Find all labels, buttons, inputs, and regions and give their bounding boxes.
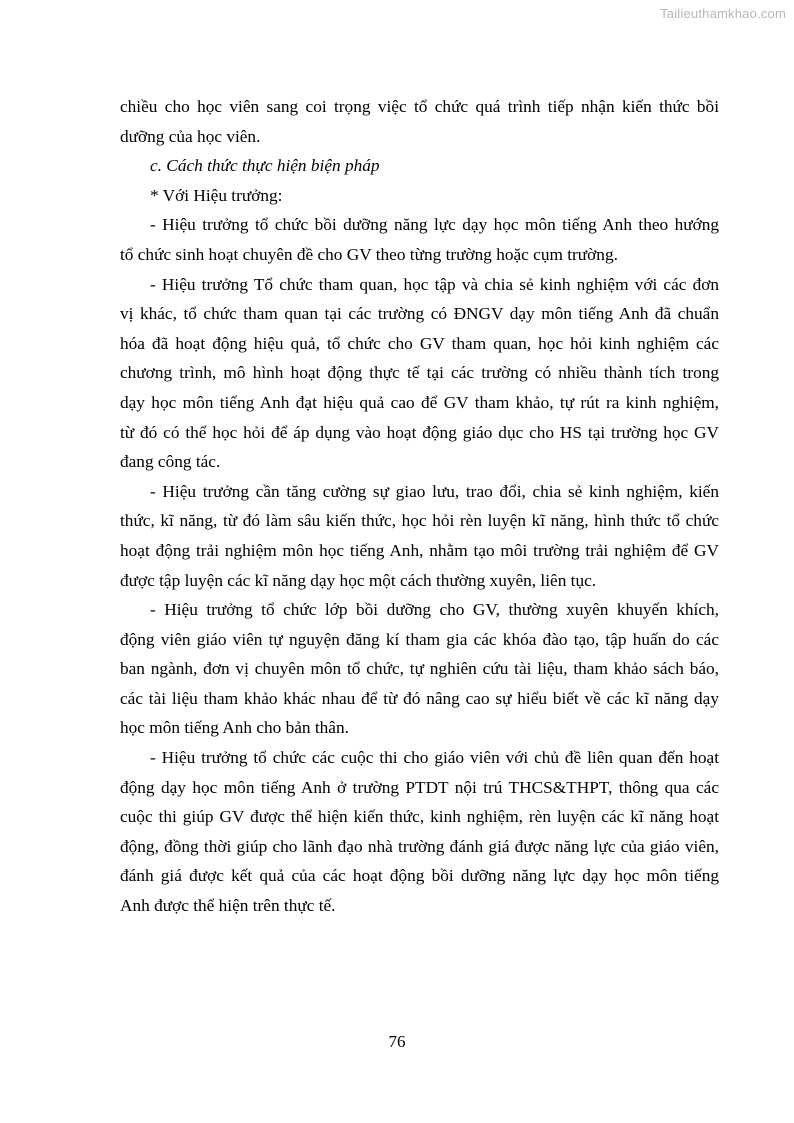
text-line: - Hiệu trưởng cần tăng cường sự giao lưu, trao đổi, chia sẻ kinh nghiệm, kiến <box>150 481 719 501</box>
paragraph <box>120 270 719 477</box>
text-line: hóa đã hoạt động hiệu quả, tổ chức cho GV tham quan, học hỏi kinh nghiệm các <box>120 333 719 353</box>
text-line: chương trình, mô hình hoạt động thực tế tại các trường có nhiều thành tích trong <box>120 363 719 383</box>
paragraph <box>120 151 719 181</box>
text-line: tổ chức sinh hoạt chuyên đề cho GV theo từng trường hoặc cụm trường. <box>120 244 618 264</box>
paragraph <box>120 92 719 151</box>
page-number: 76 <box>388 1032 406 1051</box>
text-line: động, đồng thời giúp cho lãnh đạo nhà trường đánh giá được năng lực của giáo viên, <box>120 836 719 856</box>
text-line: - Hiệu trưởng Tổ chức tham quan, học tập và chia sẻ kinh nghiệm với các đơn <box>150 274 719 294</box>
text-line: đang công tác. <box>120 452 221 472</box>
paragraph <box>120 743 719 921</box>
text-line: học môn tiếng Anh cho bản thân. <box>120 718 349 738</box>
text-line: thức, kĩ năng, từ đó làm sâu kiến thức, học hỏi rèn luyện kĩ năng, hình thức tổ chức <box>120 511 719 531</box>
text-line: động viên giáo viên tự nguyện đăng kí tham gia các khóa đào tạo, tập huấn do các <box>120 629 719 649</box>
text-line: - Hiệu trưởng tổ chức bồi dưỡng năng lực dạy học môn tiếng Anh theo hướng <box>150 215 719 235</box>
text-line: chiều cho học viên sang coi trọng việc tổ chức quá trình tiếp nhận kiến thức bồi <box>120 97 719 116</box>
text-line: c. Cách thức thực hiện biện pháp <box>150 156 380 176</box>
text-line: động dạy học môn tiếng Anh ở trường PTDT nội trú THCS&THPT, thông qua các <box>120 777 719 797</box>
paragraph <box>120 210 719 269</box>
text-line: * Với Hiệu trưởng: <box>150 185 283 205</box>
text-line: ban ngành, đơn vị chuyên môn tổ chức, tự nghiên cứu tài liệu, tham khảo sách báo, <box>120 659 719 679</box>
paragraph <box>120 477 719 595</box>
text-line: hoạt động trải nghiệm môn học tiếng Anh, nhằm tạo môi trường trải nghiệm để GV <box>120 540 719 560</box>
text-line: - Hiệu trưởng tổ chức lớp bồi dưỡng cho GV, thường xuyên khuyến khích, <box>150 600 719 620</box>
text-line: cuộc thi giúp GV được thể hiện kiến thức, kinh nghiệm, rèn luyện các kĩ năng hoạt <box>120 807 719 827</box>
text-line: đánh giá được kết quả của các hoạt động bồi dưỡng năng lực dạy học môn tiếng <box>120 866 719 886</box>
text-line: dưỡng của học viên. <box>120 126 261 146</box>
text-line: Anh được thể hiện trên thực tế. <box>120 896 336 916</box>
text-line: được tập luyện các kĩ năng dạy học một cách thường xuyên, liên tục. <box>120 570 597 590</box>
document-body <box>120 92 719 921</box>
text-line: vị khác, tổ chức tham quan tại các trường có ĐNGV dạy môn tiếng Anh đã chuẩn <box>120 304 719 324</box>
text-line: dạy học môn tiếng Anh đạt hiệu quả cao để GV tham khảo, tự rút ra kinh nghiệm, <box>120 392 719 412</box>
text-line: - Hiệu trưởng tổ chức các cuộc thi cho giáo viên với chủ đề liên quan đến hoạt <box>150 748 719 768</box>
text-line: các tài liệu tham khảo khác nhau để từ đó nâng cao sự hiểu biết về các kĩ năng dạy <box>120 688 719 708</box>
watermark: Tailieuthamkhao.com <box>660 6 786 21</box>
paragraph <box>120 595 719 743</box>
text-line: từ đó có thể học hỏi để áp dụng vào hoạt động giáo dục cho HS tại trường học GV <box>120 422 719 442</box>
paragraph <box>120 181 719 211</box>
